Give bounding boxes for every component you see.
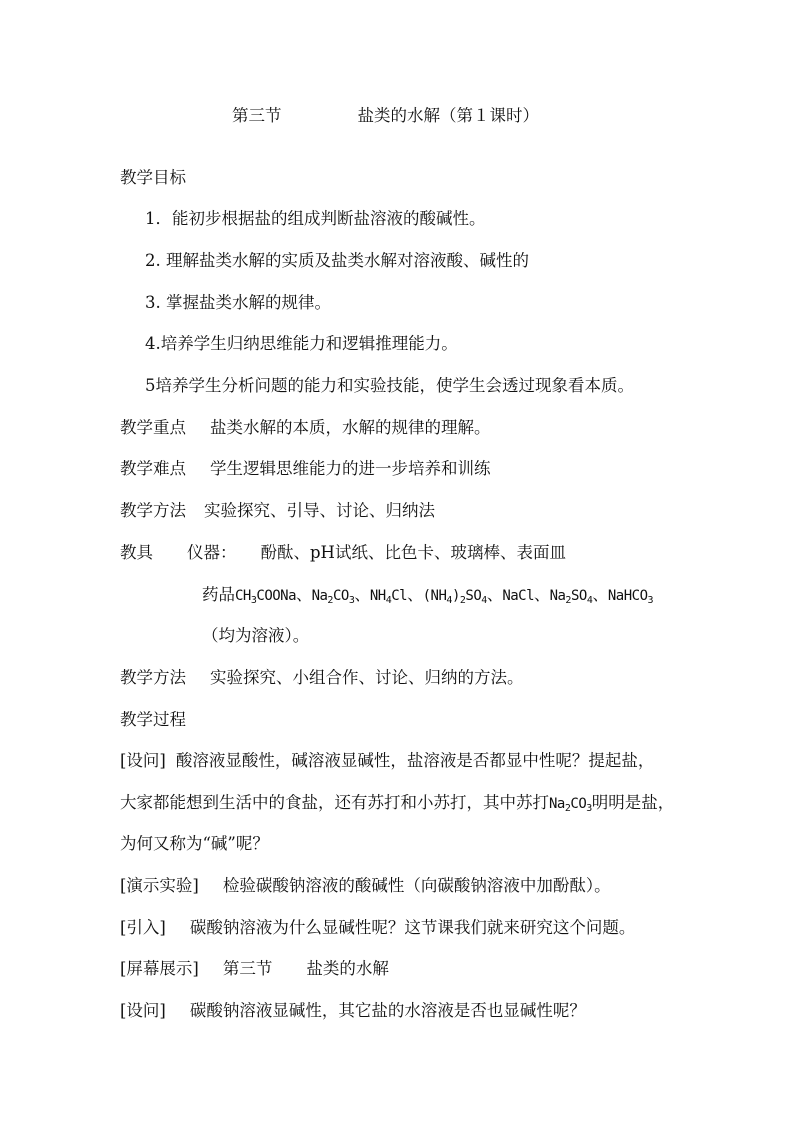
process-heading: 教学过程 (120, 710, 186, 729)
instruments-label: 仪器： (187, 543, 237, 562)
reagent-formula: $(NH_4)_2SO_4$ (422, 588, 487, 606)
reagent-separator: 、 (354, 585, 370, 604)
introduction (120, 917, 635, 939)
title-section: 第三节 (232, 106, 282, 125)
tools-instruments (120, 542, 566, 564)
objective-item: 3. 掌握盐类水解的规律。 (145, 293, 331, 312)
objective-item: 2. 理解盐类水解的实质及盐类水解对溶液酸、碱性的 (145, 251, 529, 270)
reagents-note: （均为溶液）。 (202, 626, 310, 645)
method2-text: 实验探究、小组合作、讨论、归纳的方法。 (210, 668, 524, 687)
reagent-formula: NaHCO$_3$ (607, 588, 654, 606)
formula-na2co3: $Na_2CO_3$ (549, 796, 592, 814)
key-point-text: 盐类水解的本质，水解的规律的理解。 (210, 418, 491, 437)
question-2 (120, 1000, 586, 1022)
screen-section: 第三节 (222, 959, 273, 978)
instruments-text: 酚酞、pH试纸、比色卡、玻璃棒、表面皿 (260, 543, 566, 562)
q2-text: 碳酸钠溶液显碱性，其它盐的水溶液是否也显碱性呢？ (189, 1001, 586, 1020)
tools-reagents (202, 584, 653, 612)
reagent-separator: 、 (296, 585, 312, 604)
method-label: 教学方法 (120, 501, 186, 520)
reagent-formula: $NH_4Cl$ (369, 588, 408, 606)
reagents-list (235, 585, 654, 606)
reagent-separator: 、 (592, 585, 608, 604)
teaching-method-2 (120, 667, 524, 689)
q1-tag: [设问] (120, 751, 166, 770)
q1-line3: 为何又称为“碱”呢？ (120, 834, 269, 853)
method-text: 实验探究、引导、讨论、归纳法 (204, 501, 435, 520)
method2-label: 教学方法 (120, 668, 186, 687)
objective-item: 5培养学生分析问题的能力和实验技能，使学生会透过现象看本质。 (145, 376, 634, 395)
demo-text: 检验碳酸钠溶液的酸碱性（向碳酸钠溶液中加酚酞）。 (222, 876, 611, 895)
reagent-separator: 、 (534, 585, 550, 604)
reagent-formula: $Na_2SO_4$ (549, 588, 593, 606)
question-1 (120, 750, 654, 772)
screen-topic: 盐类的水解 (306, 959, 389, 978)
page-title (232, 105, 539, 127)
reagent-separator: 、 (486, 585, 503, 604)
intro-text: 碳酸钠溶液为什么显碱性呢？这节课我们就来研究这个问题。 (189, 918, 636, 937)
reagent-formula: $Na_2CO_3$ (311, 588, 355, 606)
difficulty-label: 教学难点 (120, 459, 186, 478)
key-point (120, 417, 491, 439)
teaching-method (120, 500, 435, 522)
reagents-label: 药品 (202, 585, 235, 604)
q1-line2-text: 大家都能想到生活中的食盐，还有苏打和小苏打，其中苏打 (120, 793, 549, 812)
objectives-heading: 教学目标 (120, 168, 186, 187)
difficulty (120, 458, 491, 480)
tools-label: 教具 (120, 543, 153, 562)
q1-line1: 酸溶液显酸性，碱溶液显碱性，盐溶液是否都显中性呢？提起盐， (175, 751, 655, 770)
objective-item: 1．能初步根据盐的组成判断盐溶液的酸碱性。 (145, 209, 486, 228)
key-point-label: 教学重点 (120, 418, 186, 437)
demo-tag: [演示实验] (120, 876, 199, 895)
reagent-separator: 、 (407, 585, 423, 604)
q1-line2-end: 明明是盐， (591, 793, 675, 812)
difficulty-text: 学生逻辑思维能力的进一步培养和训练 (210, 459, 491, 478)
reagent-formula: $CH_3COONa$ (235, 588, 297, 606)
objective-item: 4.培养学生归纳思维能力和逻辑推理能力。 (145, 334, 458, 353)
q1-line2 (120, 792, 674, 820)
reagent-formula: NaCl (502, 588, 535, 604)
intro-tag: [引入] (120, 918, 166, 937)
screen-tag: [屏幕展示] (120, 959, 199, 978)
q2-tag: [设问] (120, 1001, 166, 1020)
screen-display (120, 958, 389, 980)
demo-experiment (120, 875, 611, 897)
title-topic: 盐类的水解（第１课时） (357, 106, 539, 125)
